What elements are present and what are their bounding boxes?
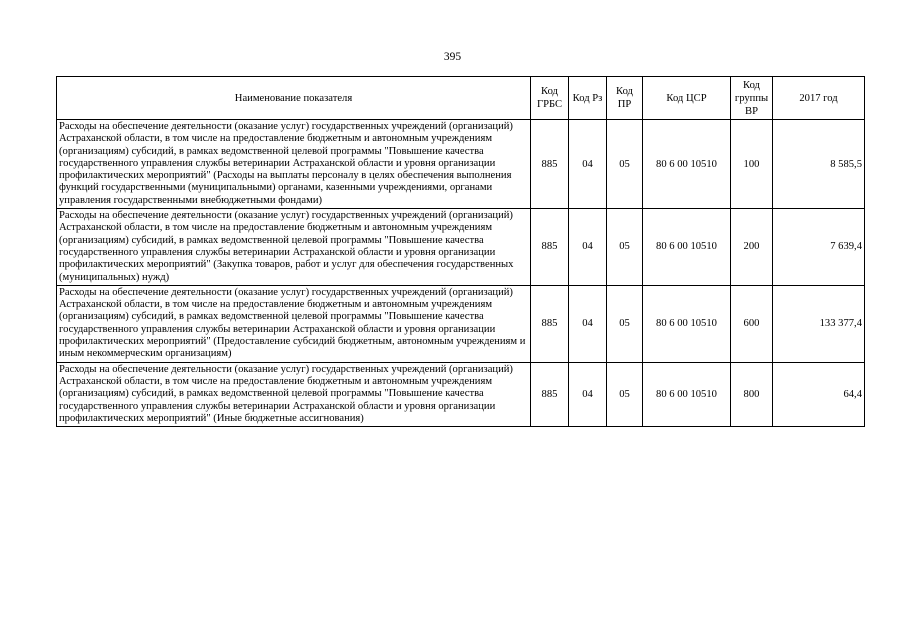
row-pr: 05: [607, 285, 643, 362]
row-name: Расходы на обеспечение деятельности (оказание услуг) государственных учреждений (организаций) Астраханской области, в том числе на предоставление бюджетным и автономным учреждениям (организациям) субсидий, в рамках ведомственной целевой программы "Повышение качества государственного управления службы ветеринарии Астраханской области и уровня организации профилактических мероприятий" (Закупка товаров, работ и услуг для обеспечения государственных (муниципальных) нужд): [57, 209, 531, 286]
header-name: Наименование показателя: [57, 77, 531, 120]
row-csr: 80 6 00 10510: [643, 285, 731, 362]
row-grbs: 885: [531, 120, 569, 209]
row-vr: 600: [731, 285, 773, 362]
row-amount: 7 639,4: [773, 209, 865, 286]
row-vr: 800: [731, 362, 773, 426]
row-amount: 133 377,4: [773, 285, 865, 362]
page-number: 395: [443, 51, 462, 63]
row-vr: 200: [731, 209, 773, 286]
row-pr: 05: [607, 362, 643, 426]
row-csr: 80 6 00 10510: [643, 209, 731, 286]
row-csr: 80 6 00 10510: [643, 362, 731, 426]
header-grbs: Код ГРБС: [531, 77, 569, 120]
table-row: [57, 362, 865, 426]
row-pr: 05: [607, 209, 643, 286]
row-csr: 80 6 00 10510: [643, 120, 731, 209]
row-rz: 04: [569, 209, 607, 286]
row-amount: 8 585,5: [773, 120, 865, 209]
row-vr: 100: [731, 120, 773, 209]
table-header-row: [57, 77, 865, 120]
budget-table: [56, 76, 865, 427]
row-rz: 04: [569, 362, 607, 426]
row-grbs: 885: [531, 209, 569, 286]
header-pr: Код ПР: [607, 77, 643, 120]
row-name: Расходы на обеспечение деятельности (оказание услуг) государственных учреждений (организаций) Астраханской области, в том числе на предоставление бюджетным и автономным учреждениям (организациям) субсидий, в рамках ведомственной целевой программы "Повышение качества государственного управления службы ветеринарии Астраханской области и уровня организации профилактических мероприятий" (Иные бюджетные ассигнования): [57, 362, 531, 426]
row-rz: 04: [569, 285, 607, 362]
row-rz: 04: [569, 120, 607, 209]
row-grbs: 885: [531, 362, 569, 426]
header-rz: Код Рз: [569, 77, 607, 120]
row-amount: 64,4: [773, 362, 865, 426]
row-pr: 05: [607, 120, 643, 209]
table-row: [57, 120, 865, 209]
row-name: Расходы на обеспечение деятельности (оказание услуг) государственных учреждений (организаций) Астраханской области, в том числе на предоставление бюджетным и автономным учреждениям (организациям) субсидий, в рамках ведомственной целевой программы "Повышение качества государственного управления службы ветеринарии Астраханской области и уровня организации профилактических мероприятий" (Расходы на выплаты персоналу в целях обеспечения выполнения функций государственными (муниципальными) органами, казенными учреждениями, органами управления государственными внебюджетными фондами): [57, 120, 531, 209]
table-row: [57, 285, 865, 362]
row-name: Расходы на обеспечение деятельности (оказание услуг) государственных учреждений (организаций) Астраханской области, в том числе на предоставление бюджетным и автономным учреждениям (организациям) субсидий, в рамках ведомственной целевой программы "Повышение качества государственного управления службы ветеринарии Астраханской области и уровня организации профилактических мероприятий" (Предоставление субсидий бюджетным, автономным учреждениям и иным некоммерческим организациям): [57, 285, 531, 362]
header-csr: Код ЦСР: [643, 77, 731, 120]
header-vr: Код группы ВР: [731, 77, 773, 120]
table-row: [57, 209, 865, 286]
header-year: 2017 год: [773, 77, 865, 120]
row-grbs: 885: [531, 285, 569, 362]
